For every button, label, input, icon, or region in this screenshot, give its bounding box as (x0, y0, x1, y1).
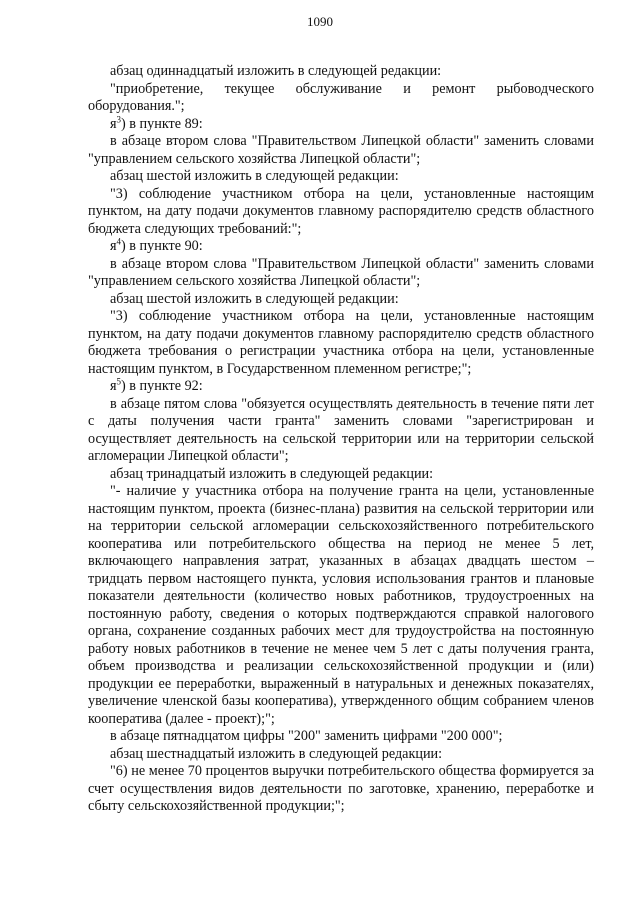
paragraph: в абзаце втором слова "Правительством Липецкой области" заменить словами "управлением сельского хозяйства Липецкой области"; (88, 255, 594, 289)
paragraph: "- наличие у участника отбора на получение гранта на цели, установленные настоящим пунктом, проекта (бизнес-плана) развития на сельской территории или на территории сельской агломерации сельскохозяйственного потребительского кооператива или потребительского общества на период не менее 5 лет, включающего направления затрат, указанных в абзацах двадцать шестом – тридцать первом настоящего пункта, условия использования грантов и плановые показатели деятельности (количество новых работников, трудоустроенных на постоянную работу, сведения о которых подтверждаются справкой налогового органа, сохранение созданных рабочих мест для трудоустройства на постоянную работу новых работников в течение не менее чем 5 лет с даты получения гранта, объем производства и реализации сельскохозяйственной продукции и (или) продукции ее переработки, выраженный в натуральных и денежных показателях, увеличение членской базы кооператива), утвержденного общим собранием членов кооператива (далее - проект);"; (88, 483, 594, 727)
paragraph: "3) соблюдение участником отбора на цели, установленные настоящим пунктом, на дату подачи документов главному распорядителю средств областного бюджета следующих требований:"; (88, 185, 594, 237)
item-letter: я (110, 115, 117, 132)
item-superscript: 3 (116, 113, 122, 124)
paragraph: "3) соблюдение участником отбора на цели, установленные настоящим пунктом, на дату подачи документов главному распорядителю средств областного бюджета требования о регистрации участника отбора на цели, установленные настоящим пунктом, в Государственном племенном регистре;"; (88, 308, 594, 377)
paragraph-item-heading (88, 238, 594, 256)
item-heading-text: ) в пункте 89: (121, 115, 203, 132)
paragraph: "приобретение, текущее обслуживание и ремонт рыбоводческого оборудования."; (88, 80, 594, 114)
paragraph: в абзаце втором слова "Правительством Липецкой области" заменить словами "управлением сельского хозяйства Липецкой области"; (88, 133, 594, 167)
paragraph: "6) не менее 70 процентов выручки потребительского общества формируется за счет осуществления видов деятельности по заготовке, хранению, переработке и сбыту сельскохозяйственной продукции;"; (88, 763, 594, 814)
item-superscript: 5 (116, 376, 122, 387)
paragraph-item-heading (88, 113, 594, 134)
paragraph: абзац шестой изложить в следующей редакции: (110, 290, 399, 307)
paragraph: абзац шестой изложить в следующей редакции: (110, 168, 399, 184)
item-superscript: 4 (116, 236, 122, 247)
paragraph: в абзаце пятом слова "обязуется осуществлять деятельность в течение пяти лет с даты получения части гранта" заменить словами "зарегистрирован и осуществляет деятельность на сельской территории или на территории сельской агломерации Липецкой области"; (88, 395, 594, 464)
paragraph-item-heading (88, 378, 594, 396)
paragraph: абзац одиннадцатый изложить в следующей редакции: (110, 63, 442, 79)
item-heading-text: ) в пункте 90: (121, 238, 203, 254)
item-heading-text: ) в пункте 92: (121, 378, 203, 394)
item-letter: я (110, 378, 117, 394)
page-number: 1090 (307, 14, 333, 29)
item-letter: я (110, 238, 117, 254)
paragraph: абзац тринадцатый изложить в следующей редакции: (110, 465, 434, 482)
paragraph: абзац шестнадцатый изложить в следующей редакции: (110, 745, 443, 762)
paragraph: в абзаце пятнадцатом цифры "200" заменить цифрами "200 000"; (110, 728, 503, 744)
document-body (88, 63, 594, 816)
